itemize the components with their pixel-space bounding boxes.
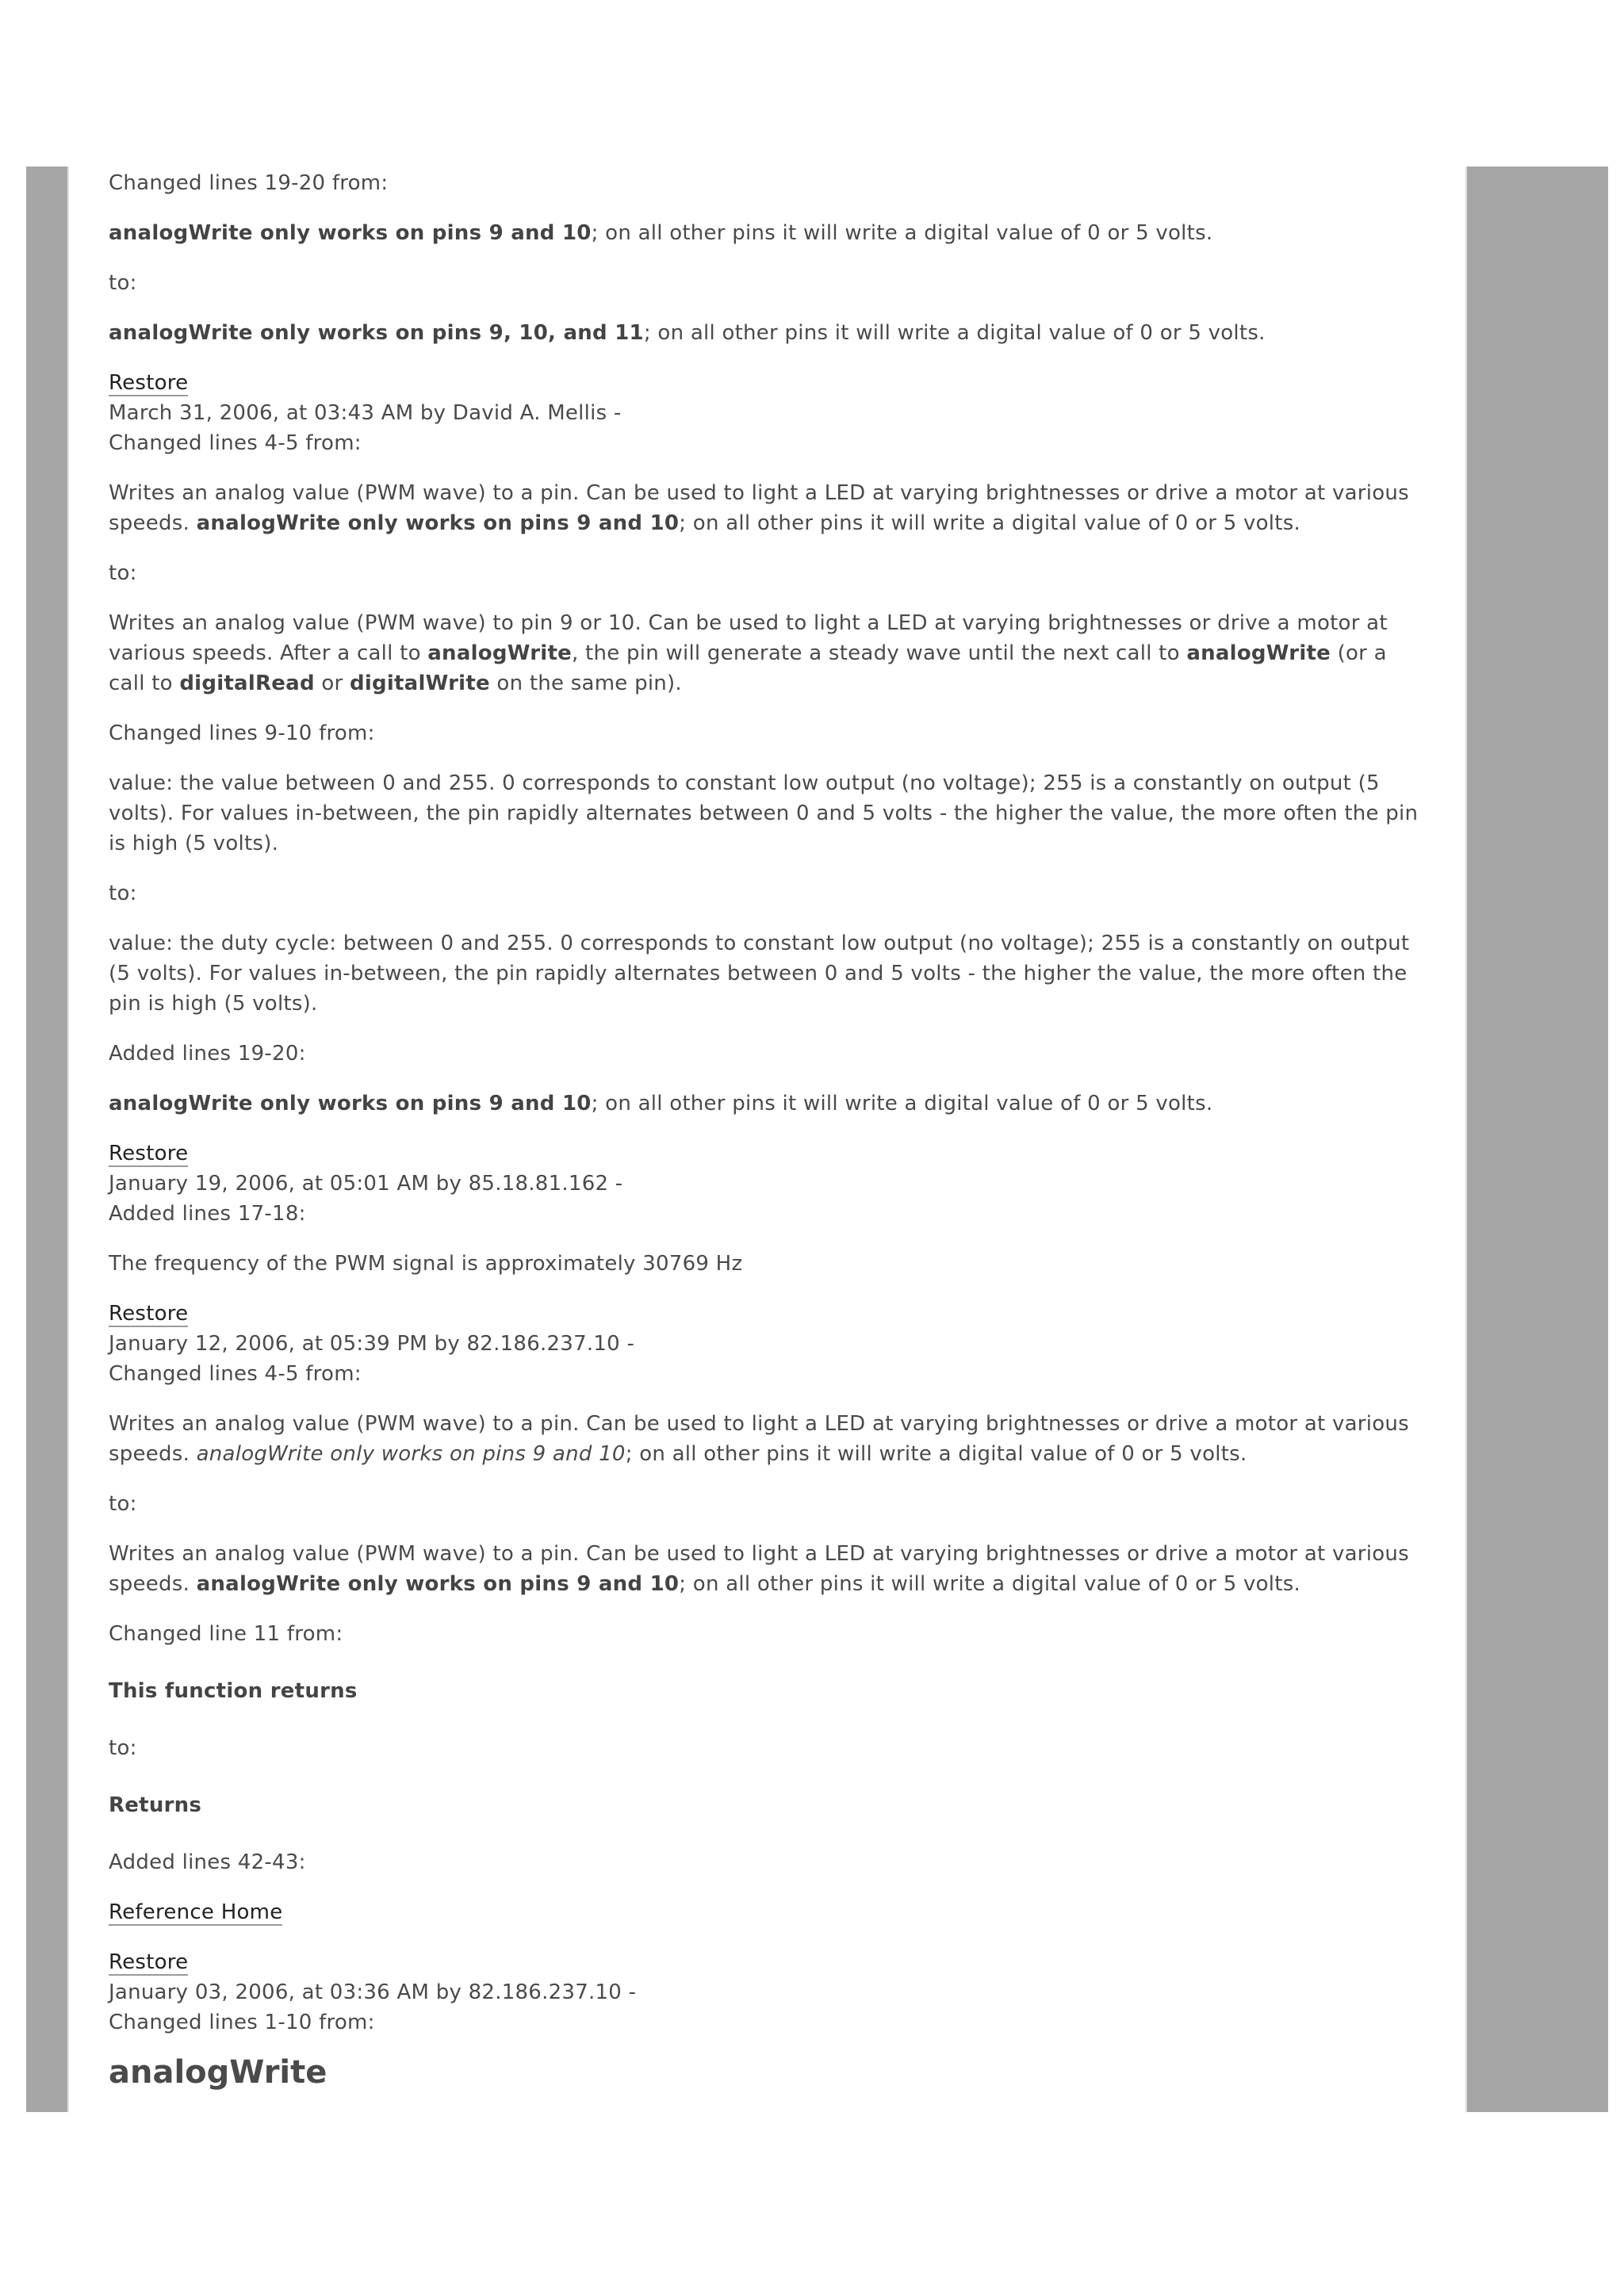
right-margin-bar bbox=[1465, 166, 1608, 2112]
change-label: Changed line 11 from: bbox=[109, 1622, 343, 1646]
left-margin-bar bbox=[26, 166, 69, 2112]
change-text: analogWrite only works on pins 9, 10, and 11; on all other pins it will write a digital value of 0 or 5 volts. bbox=[109, 321, 1266, 345]
change-text: analogWrite only works on pins 9 and 10; on all other pins it will write a digital value of 0 or 5 volts. bbox=[109, 1092, 1213, 1115]
change-text: Returns bbox=[109, 1793, 202, 1817]
change-text: Writes an analog value (PWM wave) to pin 9 or 10. Can be used to light a LED at varying brightnesses or drive a motor at various speeds. After a call to analogWrite, the pin will generate a steady wave until the next call to analogWrite (or a call to digitalRead or digitalWrite on the same pin). bbox=[109, 611, 1388, 695]
change-label: Changed lines 1-10 from: bbox=[109, 2011, 375, 2034]
change-label: to: bbox=[109, 271, 137, 295]
change-text: value: the value between 0 and 255. 0 corresponds to constant low output (no voltage); 255 is a constantly on output (5 volts). For values in-between, the pin rapidly alternates between 0 and 5 volts - the higher the value, the more often the pin is high (5 volts). bbox=[109, 771, 1419, 855]
change-label: Added lines 42-43: bbox=[109, 1850, 306, 1874]
change-text: This function returns bbox=[109, 1679, 358, 1703]
change-label: to: bbox=[109, 882, 137, 905]
change-label: Changed lines 9-10 from: bbox=[109, 721, 375, 745]
change-label: Changed lines 4-5 from: bbox=[109, 431, 362, 455]
change-text bbox=[109, 1897, 1422, 1927]
restore-link[interactable]: Restore bbox=[109, 1950, 189, 1974]
restore-link-row bbox=[109, 1299, 1422, 1329]
change-label: Added lines 19-20: bbox=[109, 1042, 306, 1066]
function-heading: analogWrite bbox=[109, 2054, 327, 2091]
change-label: to: bbox=[109, 1492, 137, 1516]
change-text: analogWrite only works on pins 9 and 10; on all other pins it will write a digital value of 0 or 5 volts. bbox=[109, 221, 1213, 245]
change-text: value: the duty cycle: between 0 and 255. 0 corresponds to constant low output (no voltage); 255 is a constantly on output (5 volts). For values in-between, the pin rapidly alternates between 0 and 5 volts - the higher the value, the more often the pin is high (5 volts). bbox=[109, 932, 1410, 1016]
change-label: to: bbox=[109, 561, 137, 585]
restore-link[interactable]: Restore bbox=[109, 371, 189, 395]
change-label: Added lines 17-18: bbox=[109, 1202, 306, 1226]
page-history-content bbox=[109, 168, 1422, 2093]
revision-meta: January 12, 2006, at 05:39 PM by 82.186.237.10 - bbox=[109, 1332, 635, 1356]
revision-meta: January 03, 2006, at 03:36 AM by 82.186.237.10 - bbox=[109, 1980, 637, 2004]
change-label: Changed lines 4-5 from: bbox=[109, 1362, 362, 1386]
reference-home-link[interactable]: Reference Home bbox=[109, 1900, 283, 1924]
restore-link-row bbox=[109, 368, 1422, 398]
restore-link[interactable]: Restore bbox=[109, 1142, 189, 1165]
change-label: to: bbox=[109, 1736, 137, 1760]
change-label: Changed lines 19-20 from: bbox=[109, 171, 389, 195]
change-text: Writes an analog value (PWM wave) to a pin. Can be used to light a LED at varying brightnesses or drive a motor at various speeds. analogWrite only works on pins 9 and 10; on all other pins it will write a digital value of 0 or 5 volts. bbox=[109, 481, 1409, 535]
change-text: The frequency of the PWM signal is approximately 30769 Hz bbox=[109, 1252, 743, 1276]
restore-link-row bbox=[109, 1138, 1422, 1169]
revision-meta: March 31, 2006, at 03:43 AM by David A. Mellis - bbox=[109, 401, 622, 425]
change-text: Writes an analog value (PWM wave) to a pin. Can be used to light a LED at varying brightnesses or drive a motor at various speeds. analogWrite only works on pins 9 and 10; on all other pins it will write a digital value of 0 or 5 volts. bbox=[109, 1412, 1409, 1466]
restore-link-row bbox=[109, 1947, 1422, 1977]
change-text: Writes an analog value (PWM wave) to a pin. Can be used to light a LED at varying brightnesses or drive a motor at various speeds. analogWrite only works on pins 9 and 10; on all other pins it will write a digital value of 0 or 5 volts. bbox=[109, 1542, 1409, 1596]
restore-link[interactable]: Restore bbox=[109, 1302, 189, 1326]
revision-meta: January 19, 2006, at 05:01 AM by 85.18.81.162 - bbox=[109, 1172, 623, 1196]
